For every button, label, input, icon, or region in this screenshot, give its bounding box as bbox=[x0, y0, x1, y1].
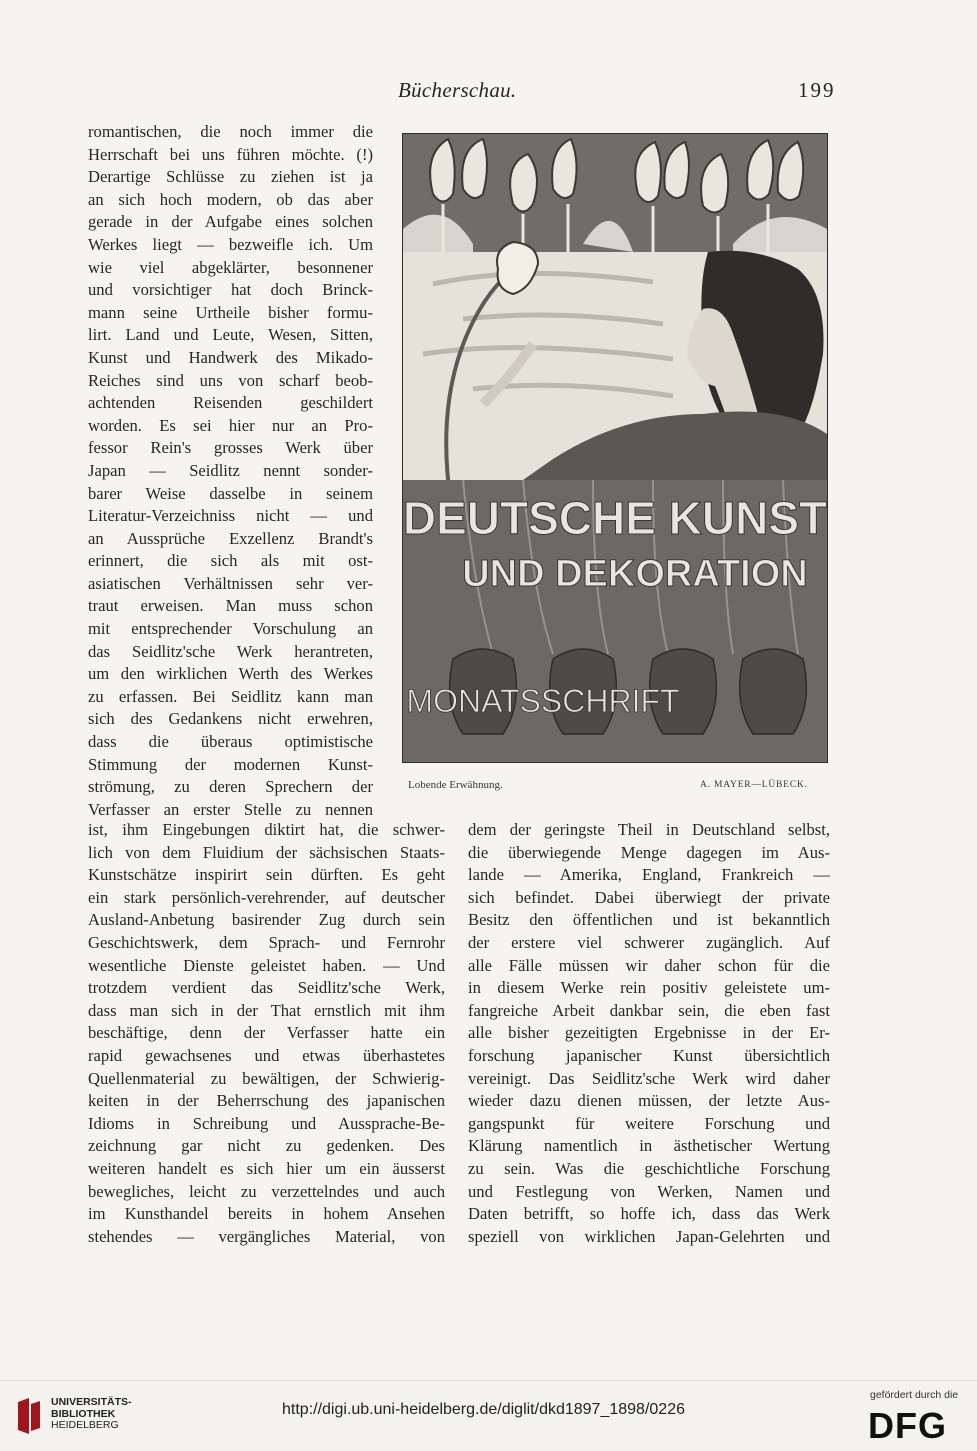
text-line: speziell von wirklichen Japan-Gelehrten und bbox=[468, 1226, 830, 1246]
text-line: wie viel abgeklärter, besonnener bbox=[88, 257, 373, 277]
text-line: mit entsprechender Vorschulung an bbox=[88, 619, 373, 639]
library-name-line3: HEIDELBERG bbox=[51, 1419, 119, 1431]
text-line: Verfasser an erster Stelle zu nennen bbox=[88, 799, 373, 819]
text-line: alle bisher gezeitigten Ergebnisse in der Er- bbox=[468, 1023, 830, 1043]
text-line: Kunstschätze inspirirt sein dürften. Es geht bbox=[88, 865, 445, 885]
text-line: dem der geringste Theil in Deutschland selbst, bbox=[468, 820, 830, 839]
text-line: Derartige Schlüsse zu ziehen ist ja bbox=[88, 167, 373, 187]
text-column-top-left bbox=[88, 121, 373, 821]
text-line: Japan — Seidlitz nennt sonder- bbox=[88, 460, 373, 480]
text-line: vereinigt. Das Seidlitz'sche Werk wird daher bbox=[468, 1068, 830, 1088]
text-line: bewegliches, leicht zu verzettelndes und auch bbox=[88, 1181, 445, 1201]
text-line: um den wirklichen Werth des Werkes bbox=[88, 664, 373, 684]
text-line: an Aussprüche Exzellenz Brandt's bbox=[88, 528, 373, 548]
text-line: Literatur-Verzeichniss nicht — und bbox=[88, 506, 373, 526]
funded-by-label: gefördert durch die bbox=[870, 1389, 959, 1401]
text-line: Daten betrifft, so hoffe ich, dass das Werk bbox=[468, 1204, 830, 1224]
text-line: zeichnung gar nicht zu gedenken. Des bbox=[88, 1136, 445, 1156]
text-line: an sich hoch modern, ob das aber bbox=[88, 189, 373, 209]
text-line: Geschichtswerk, dem Sprach- und Fernrohr bbox=[88, 932, 445, 952]
footer-bar bbox=[0, 1380, 977, 1451]
text-line: ein stark persönlich-verehrender, auf deutscher bbox=[88, 887, 445, 907]
text-line: im Kunsthandel bereits in hohem Ansehen bbox=[88, 1204, 445, 1224]
text-line: romantischen, die noch immer die bbox=[88, 122, 373, 141]
poster-illustration bbox=[402, 133, 828, 763]
figure-credit: A. MAYER—LÜBECK. bbox=[700, 780, 808, 790]
text-line: Werkes liegt — bezweifle ich. Um bbox=[88, 234, 373, 254]
text-line: fangreiche Arbeit dankbar sein, die eben fast bbox=[468, 1000, 830, 1020]
dfg-logo: DFG bbox=[868, 1405, 947, 1446]
running-title: Bücherschau. bbox=[398, 78, 517, 102]
text-line: dass man sich in der That ernstlich mit ihm bbox=[88, 1000, 445, 1020]
text-line: Idioms in Schreibung und Aussprache-Be- bbox=[88, 1113, 445, 1133]
text-line: sich des Gedankens nicht erwehren, bbox=[88, 709, 373, 729]
text-line: Besitz den öffentlichen und ist bekanntlich bbox=[468, 910, 830, 930]
text-line: forschung japanischer Kunst übersichtlich bbox=[468, 1045, 830, 1065]
poster-subtitle: MONATSSCHRIFT bbox=[406, 683, 680, 719]
text-line: und vorsichtiger hat doch Brinck- bbox=[88, 280, 373, 300]
text-line: Klärung namentlich in ästhetischer Wertung bbox=[468, 1136, 830, 1156]
text-column-bottom-right bbox=[468, 819, 830, 1248]
text-column-bottom-left bbox=[88, 819, 445, 1248]
text-line: die überwiegende Menge dagegen im Aus- bbox=[468, 842, 830, 862]
figure-caption: Lobende Erwähnung. bbox=[408, 779, 503, 791]
text-line: keiten in der Beherrschung des japanischen bbox=[88, 1091, 445, 1111]
text-line: der erstere viel schwerer zugänglich. Auf bbox=[468, 932, 830, 952]
poster-artwork bbox=[403, 134, 827, 762]
text-line: mann seine Urtheile bisher formu- bbox=[88, 302, 373, 322]
text-line: wesentliche Dienste geleistet haben. — Und bbox=[88, 955, 445, 975]
text-line: Reiches sind uns von scharf beob- bbox=[88, 370, 373, 390]
library-name-line1: UNIVERSITÄTS- bbox=[51, 1396, 132, 1408]
text-line: lirt. Land und Leute, Wesen, Sitten, bbox=[88, 325, 373, 345]
library-name bbox=[51, 1397, 132, 1432]
library-logo-icon bbox=[16, 1398, 42, 1434]
text-line: und Festlegung von Werken, Namen und bbox=[468, 1181, 830, 1201]
text-line: trotzdem verdient das Seidlitz'sche Werk, bbox=[88, 978, 445, 998]
text-line: beschäftige, denn der Verfasser hatte ein bbox=[88, 1023, 445, 1043]
text-line: alle Fälle müssen wir daher schon für die bbox=[468, 955, 830, 975]
text-line: sich befindet. Dabei überwiegt der private bbox=[468, 887, 830, 907]
text-line: traut erweisen. Man muss schon bbox=[88, 596, 373, 616]
text-line: das Seidlitz'sche Werk herantreten, bbox=[88, 641, 373, 661]
text-line: lich von dem Fluidium der sächsischen Staats- bbox=[88, 842, 445, 862]
text-line: gerade in der Aufgabe eines solchen bbox=[88, 212, 373, 232]
text-line: wieder dazu dienen müssen, der letzte Aus- bbox=[468, 1091, 830, 1111]
text-line: in diesem Werke rein positiv geleistete um- bbox=[468, 978, 830, 998]
text-line: barer Weise dasselbe in seinem bbox=[88, 483, 373, 503]
text-line: worden. Es sei hier nur an Pro- bbox=[88, 415, 373, 435]
text-line: zu erfassen. Bei Seidlitz kann man bbox=[88, 686, 373, 706]
library-name-line2: BIBLIOTHEK bbox=[51, 1407, 116, 1420]
text-line: dass die überaus optimistische bbox=[88, 732, 373, 752]
text-line: rapid gewachsenes und etwas überhastetes bbox=[88, 1045, 445, 1065]
text-line: Kunst und Handwerk des Mikado- bbox=[88, 347, 373, 367]
text-line: achtenden Reisenden geschildert bbox=[88, 393, 373, 413]
text-line: lande — Amerika, England, Frankreich — bbox=[468, 865, 830, 885]
page-number: 199 bbox=[798, 78, 836, 102]
text-line: strömung, zu deren Sprechern der bbox=[88, 777, 373, 797]
page-header bbox=[0, 78, 977, 108]
text-line: fessor Rein's grosses Werk über bbox=[88, 438, 373, 458]
text-line: Stimmung der modernen Kunst- bbox=[88, 754, 373, 774]
text-line: erinnert, die sich als mit ost- bbox=[88, 551, 373, 571]
text-line: Ausland-Anbetung basirender Zug durch sein bbox=[88, 910, 445, 930]
text-line: stehendes — vergängliches Material, von bbox=[88, 1226, 445, 1246]
permalink-url[interactable]: http://digi.ub.uni-heidelberg.de/diglit/dkd1897_1898/0226 bbox=[282, 1401, 685, 1418]
poster-title-line1: DEUTSCHE KUNST bbox=[403, 492, 827, 544]
text-line: Herrschaft bei uns führen möchte. (!) bbox=[88, 144, 373, 164]
poster-title-line2: UND DEKORATION bbox=[462, 553, 808, 595]
text-line: weiteren handelt es sich hier um ein äusserst bbox=[88, 1158, 445, 1178]
text-line: Quellenmaterial zu bewältigen, der Schwierig- bbox=[88, 1068, 445, 1088]
text-line: asiatischen Verhältnissen sehr ver- bbox=[88, 573, 373, 593]
text-line: zu sein. Was die geschichtliche Forschung bbox=[468, 1158, 830, 1178]
text-line: gangspunkt für weitere Forschung und bbox=[468, 1113, 830, 1133]
text-line: ist, ihm Eingebungen diktirt hat, die schwer- bbox=[88, 820, 445, 839]
